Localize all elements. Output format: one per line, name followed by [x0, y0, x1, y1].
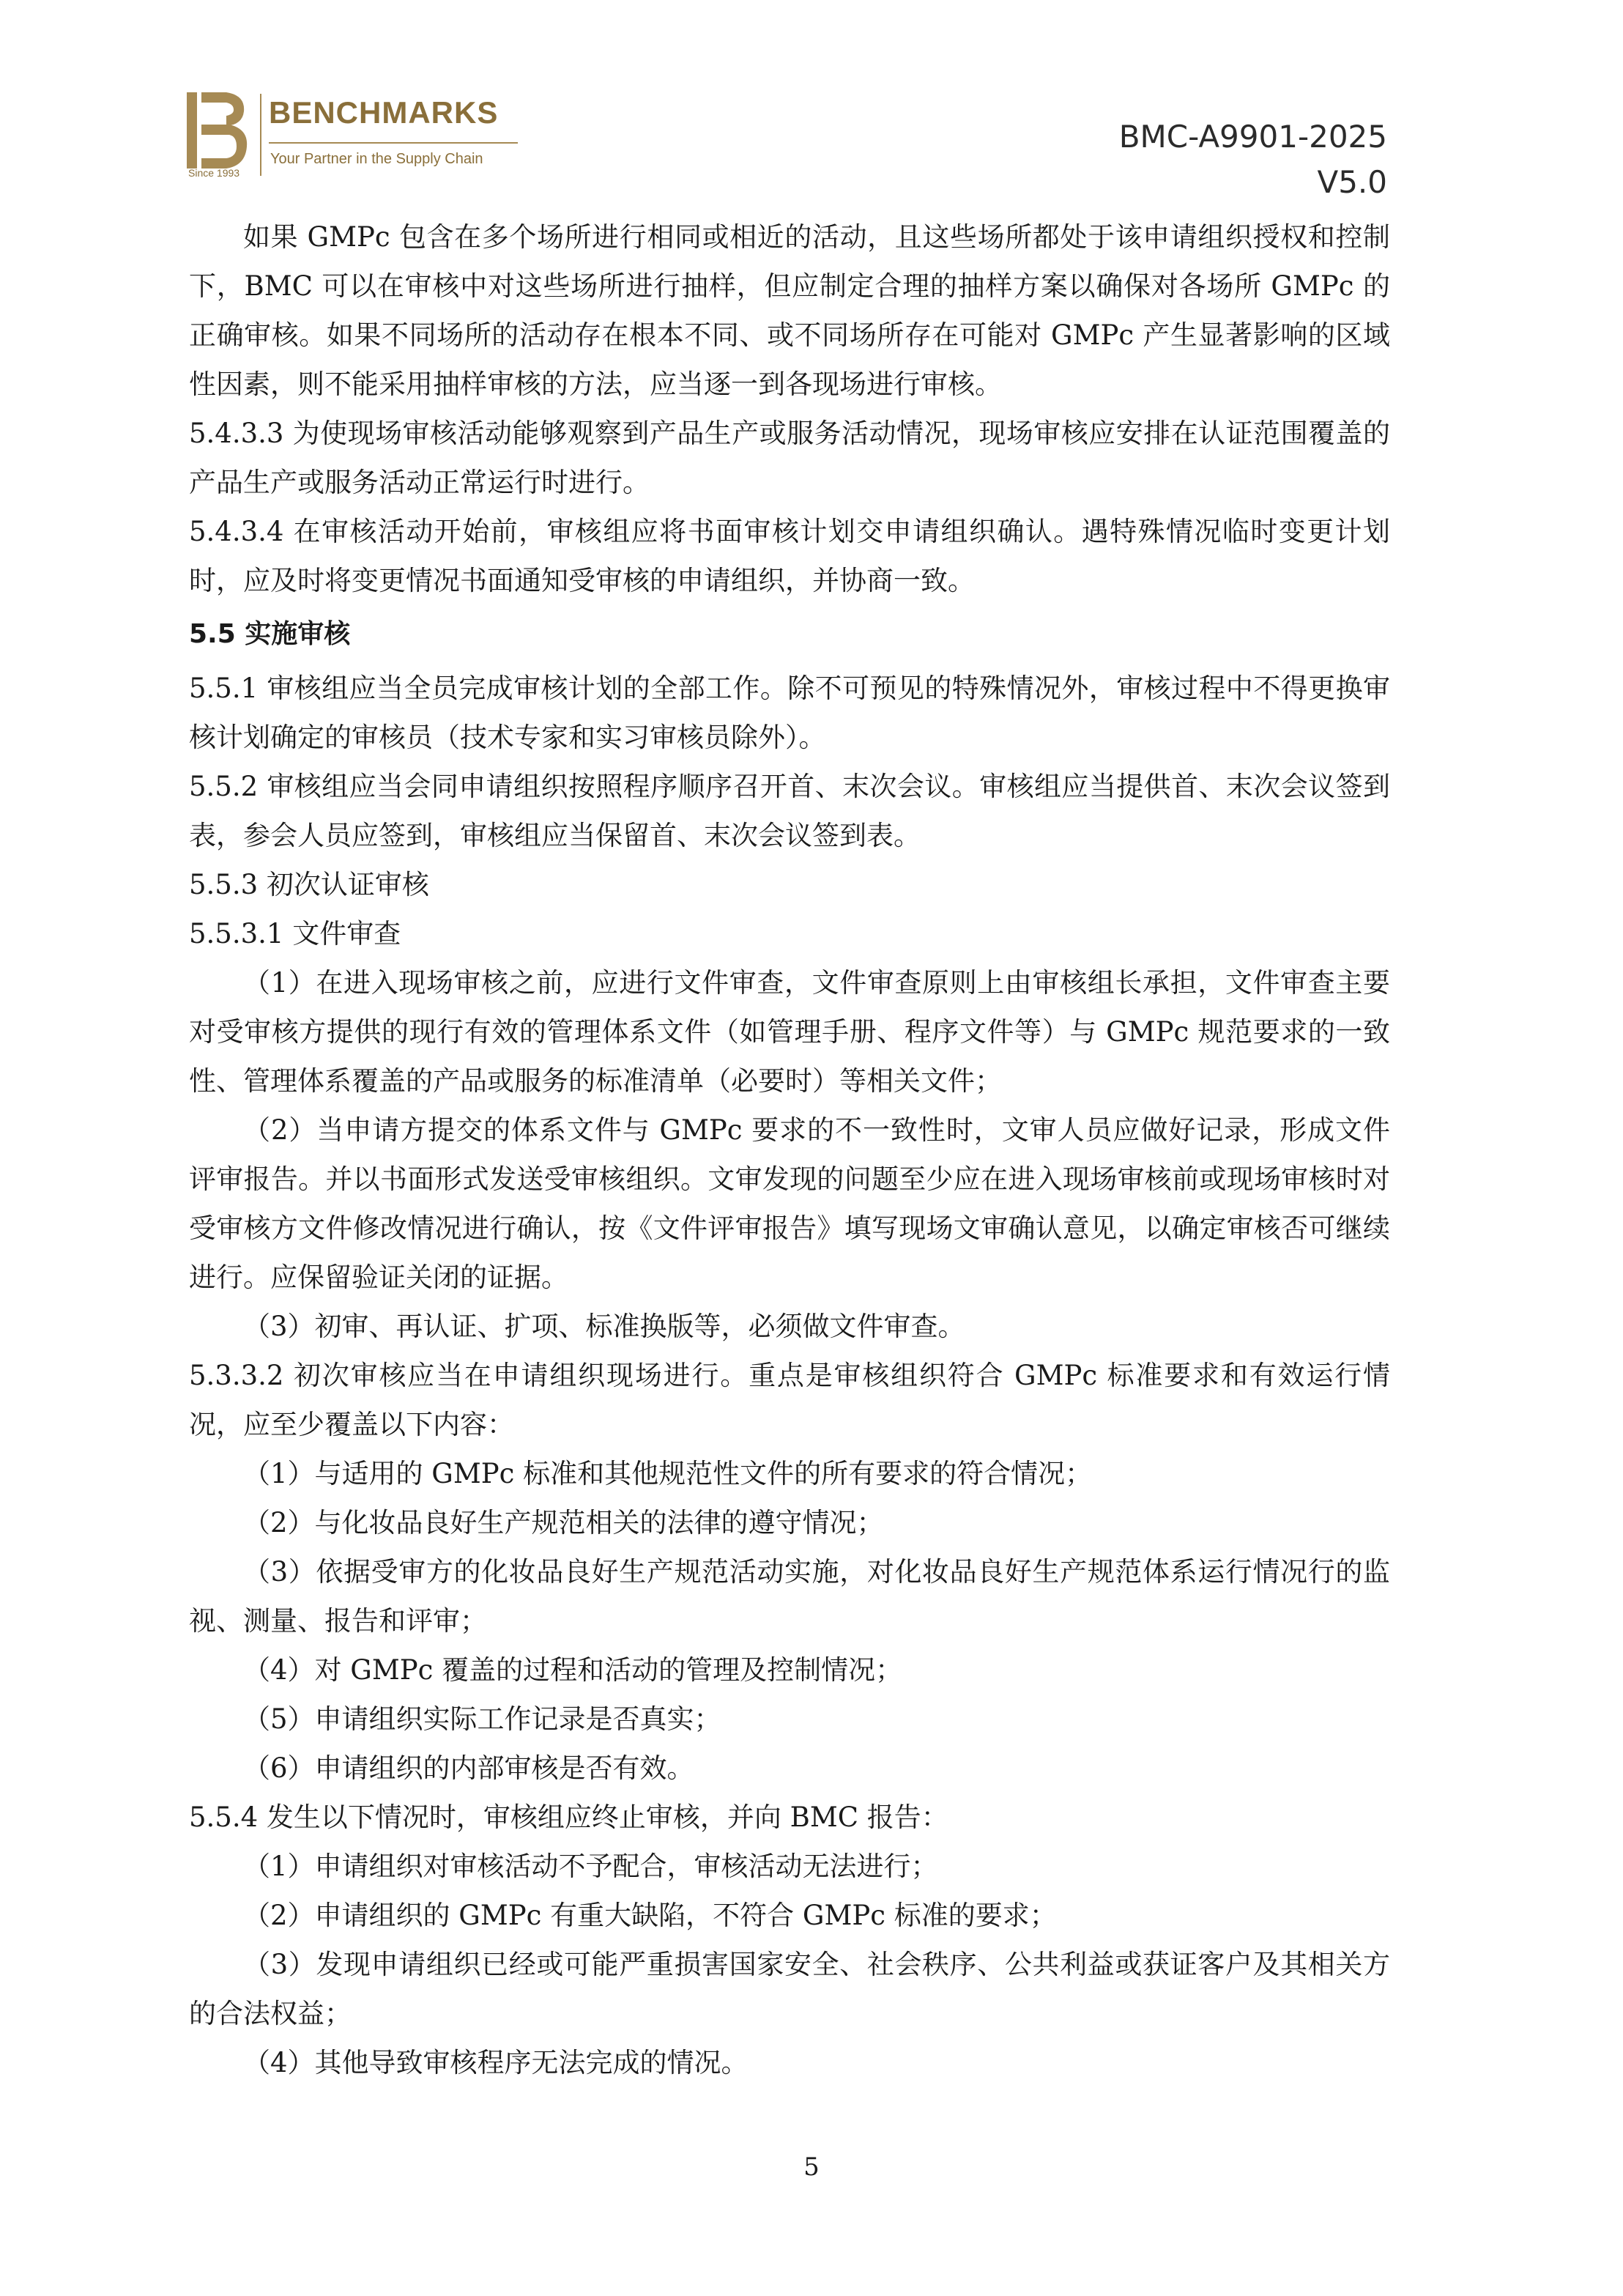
clause-5-4-3-4: 5.4.3.4 在审核活动开始前，审核组应将书面审核计划交申请组织确认。遇特殊情况临时变更计划时，应及时将变更情况书面通知受审核的申请组织，并协商一致。	[189, 516, 1390, 596]
clause-5-5-3: 5.5.3 初次认证审核	[189, 869, 429, 900]
list-item: （3）依据受审方的化妆品良好生产规范活动实施，对化妆品良好生产规范体系运行情况行的监视、测量、报告和评审；	[189, 1556, 1390, 1637]
list-item: （4）其他导致审核程序无法完成的情况。	[243, 2047, 749, 2078]
list-item: （2）申请组织的 GMPc 有重大缺陷，不符合 GMPc 标准的要求；	[243, 1900, 1057, 1931]
clause-5-3-3-2: 5.3.3.2 初次审核应当在申请组织现场进行。重点是审核组织符合 GMPc 标准要求和有效运行情况，应至少覆盖以下内容：	[189, 1360, 1390, 1440]
benchmarks-logo-mark-icon	[187, 92, 248, 169]
clause-5-5-4: 5.5.4 发生以下情况时，审核组应终止审核，并向 BMC 报告：	[189, 1801, 948, 1833]
clause-5-5-1: 5.5.1 审核组应当全员完成审核计划的全部工作。除不可预见的特殊情况外，审核过程中不得更换审核计划确定的审核员（技术专家和实习审核员除外）。	[189, 673, 1390, 753]
logo-tagline: Your Partner in the Supply Chain	[270, 151, 483, 167]
list-item: （2）当申请方提交的体系文件与 GMPc 要求的不一致性时，文审人员应做好记录，形成文件评审报告。并以书面形式发送受审核组织。文审发现的问题至少应在进入现场审核前或现场审核时对受审核方文件修改情况进行确认，按《文件评审报告》填写现场文审确认意见，以确定审核否可继续进行。应保留验证关闭的证据。	[189, 1114, 1390, 1293]
document-code: BMC-A9901-2025	[1118, 119, 1387, 155]
clause-5-4-3-3: 5.4.3.3 为使现场审核活动能够观察到产品生产或服务活动情况，现场审核应安排在认证范围覆盖的产品生产或服务活动正常运行时进行。	[189, 418, 1390, 498]
list-item: （2）与化妆品良好生产规范相关的法律的遵守情况；	[243, 1507, 884, 1538]
section-heading-5-5: 5.5 实施审核	[189, 619, 351, 649]
list-item: （1）申请组织对审核活动不予配合，审核活动无法进行；	[243, 1851, 938, 1882]
clause-5-5-3-1: 5.5.3.1 文件审查	[189, 918, 401, 949]
logo-divider	[260, 94, 261, 176]
clause-5-5-2: 5.5.2 审核组应当会同申请组织按照程序顺序召开首、末次会议。审核组应当提供首、末次会议签到表，参会人员应签到，审核组应当保留首、末次会议签到表。	[189, 771, 1390, 851]
page-header	[0, 0, 1623, 205]
document-version: V5.0	[1317, 164, 1387, 200]
list-item: （3）发现申请组织已经或可能严重损害国家安全、社会秩序、公共利益或获证客户及其相关方的合法权益；	[189, 1949, 1390, 2029]
logo-brand-name: BENCHMARKS	[269, 95, 499, 130]
list-item: （1）与适用的 GMPc 标准和其他规范性文件的所有要求的符合情况；	[243, 1458, 1093, 1489]
logo-since: Since 1993	[188, 167, 240, 179]
list-item: （3）初审、再认证、扩项、标准换版等，必须做文件审查。	[243, 1311, 965, 1342]
list-item: （4）对 GMPc 覆盖的过程和活动的管理及控制情况；	[243, 1654, 903, 1686]
list-item: （6）申请组织的内部审核是否有效。	[243, 1752, 694, 1784]
list-item: （1）在进入现场审核之前，应进行文件审查，文件审查原则上由审核组长承担，文件审查主要对受审核方提供的现行有效的管理体系文件（如管理手册、程序文件等）与 GMPc 规范要求的一致性、管理体系覆盖的产品或服务的标准清单（必要时）等相关文件；	[189, 967, 1390, 1097]
logo-rule	[269, 142, 518, 144]
document-body	[189, 212, 1390, 2087]
body-paragraph: 如果 GMPc 包含在多个场所进行相同或相近的活动，且这些场所都处于该申请组织授权和控制下，BMC 可以在审核中对这些场所进行抽样，但应制定合理的抽样方案以确保对各场所 GMPc 的正确审核。如果不同场所的活动存在根本不同、或不同场所存在可能对 GMPc 产生显著影响的区域性因素，则不能采用抽样审核的方法，应当逐一到各现场进行审核。	[189, 221, 1390, 400]
list-item: （5）申请组织实际工作记录是否真实；	[243, 1703, 721, 1735]
benchmarks-logo	[187, 86, 531, 182]
page-number: 5	[803, 2152, 820, 2182]
